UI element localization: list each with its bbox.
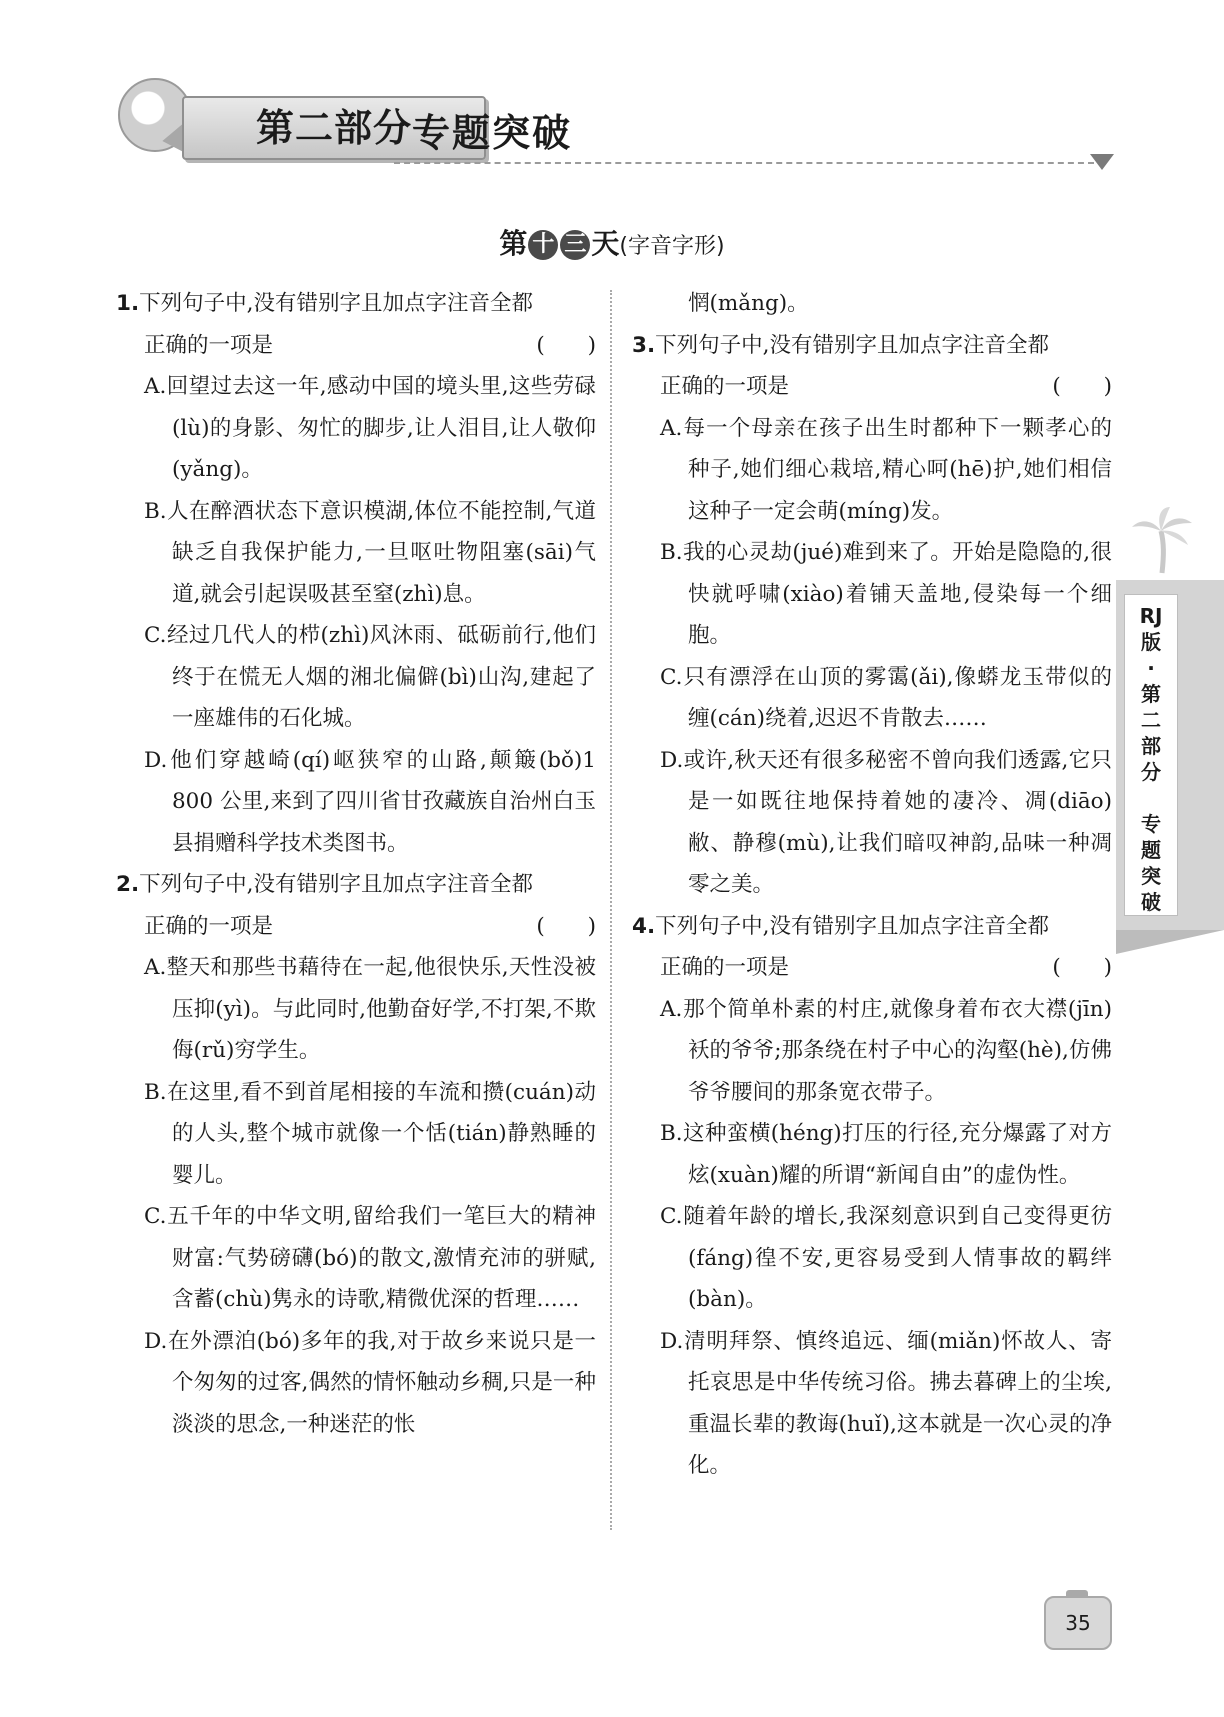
location-pin-icon xyxy=(118,78,192,152)
option-d xyxy=(116,1321,596,1446)
part-title: 第二部分 xyxy=(255,106,412,150)
option-text: 每一个母亲在孩子出生时都种下一颗孝心的种子,她们细心栽培,精心呵(hē)护,她们相信这种子一定会萌(míng)发。 xyxy=(682,415,1112,524)
option-c xyxy=(116,1196,596,1321)
left-column xyxy=(116,283,614,1445)
option-text: 五千年的中华文明,留给我们一笔巨大的精神财富:气势磅礴(bó)的散文,激情充沛的骈赋,含蓄(chù)隽永的诗歌,精微优深的哲理…… xyxy=(166,1204,596,1312)
option-label: D. xyxy=(660,747,684,773)
option-text: 这种蛮横(héng)打压的行径,充分爆露了对方炫(xuàn)耀的所谓“新闻自由”的虚伪性。 xyxy=(682,1121,1112,1188)
option-text: 我的心灵劫(jué)难到来了。开始是隐隐的,很快就呼啸(xiào)着铺天盖地,侵染每一个细胞。 xyxy=(682,540,1112,648)
question-stem-line2: 正确的一项是 xyxy=(144,913,274,939)
option-label: B. xyxy=(144,1079,167,1105)
option-label: A. xyxy=(144,374,167,399)
option-label: C. xyxy=(144,623,167,648)
option-label: A. xyxy=(660,996,683,1022)
question-stem-line1: 下列句子中,没有错别字且加点字注音全都 xyxy=(139,291,533,316)
page-number: 35 xyxy=(1044,1596,1112,1650)
question-number: 2. xyxy=(116,872,140,897)
option-label: C. xyxy=(660,664,683,690)
day-digit-three: 三 xyxy=(560,230,590,260)
option-text: 经过几代人的栉(zhì)风沐雨、砥砺前行,他们终于在慌无人烟的湘北偏僻(bì)山沟,建起了一座雄伟的石化城。 xyxy=(166,623,596,731)
option-text: 他们穿越崎(qí)岖狭窄的山路,颠簸(bǒ)1 800 公里,来到了四川省甘孜藏族自治州白玉县捐赠科学技术类图书。 xyxy=(167,747,596,856)
option-label: B. xyxy=(660,1121,683,1146)
day-title-suffix: 天 xyxy=(591,227,620,260)
day-title-prefix: 第 xyxy=(499,227,528,260)
side-tab-fold xyxy=(1116,930,1224,954)
palm-tree-icon xyxy=(1128,505,1198,575)
side-tab-label-box xyxy=(1124,594,1178,916)
option-a xyxy=(632,989,1112,1114)
right-column xyxy=(632,283,1130,1487)
answer-bracket: ( ) xyxy=(1052,374,1130,399)
triangle-down-icon xyxy=(1090,154,1114,170)
option-text: 整天和那些书藉待在一起,他很快乐,天性没被压抑(yì)。与此同时,他勤奋好学,不打架,不欺侮(rǔ)穷学生。 xyxy=(166,955,596,1063)
option-label: D. xyxy=(144,1328,168,1354)
option-b xyxy=(632,532,1112,657)
answer-bracket: ( ) xyxy=(536,332,614,358)
question-2 xyxy=(116,864,614,1445)
question-number: 1. xyxy=(116,291,140,316)
option-c xyxy=(632,657,1112,740)
question-stem-line2: 正确的一项是 xyxy=(660,955,790,980)
answer-bracket: ( ) xyxy=(1052,955,1130,980)
option-b xyxy=(632,1113,1112,1196)
question-3 xyxy=(632,325,1130,906)
option-d xyxy=(632,1321,1112,1487)
option-text: 回望过去这一年,感动中国的境头里,这些劳碌(lù)的身影、匆忙的脚步,让人泪目,让人敬仰(yǎng)。 xyxy=(166,374,596,482)
page-header xyxy=(110,74,1120,184)
day-digit-ten: 十 xyxy=(528,230,558,260)
option-label: A. xyxy=(660,415,683,441)
question-stem-line1: 下列句子中,没有错别字且加点字注音全都 xyxy=(655,913,1049,939)
option-c xyxy=(632,1196,1112,1321)
option-label: D. xyxy=(144,747,168,773)
question-1 xyxy=(116,283,614,864)
section-title: 专题突破 xyxy=(412,111,573,155)
answer-bracket: ( ) xyxy=(536,913,614,939)
option-a xyxy=(116,947,596,1072)
option-label: C. xyxy=(660,1204,683,1229)
option-text: 清明拜祭、慎终追远、缅(miǎn)怀故人、寄托哀思是中华传统习俗。拂去暮碑上的尘埃,重温长辈的教诲(huǐ),这本就是一次心灵的净化。 xyxy=(683,1328,1112,1478)
header-dashed-divider xyxy=(394,162,1094,164)
side-tab xyxy=(1116,580,1224,930)
option-label: A. xyxy=(144,955,167,980)
question-stem xyxy=(632,325,1130,408)
option-text: 人在醉酒状态下意识模湖,体位不能控制,气道缺乏自我保护能力,一旦呕吐物阻塞(sāi)气道,就会引起误吸甚至窒(zhì)息。 xyxy=(166,498,596,607)
option-d xyxy=(632,740,1112,906)
question-stem xyxy=(116,283,614,366)
option-text: 只有漂浮在山顶的雾霭(ǎi),像蟒龙玉带似的缠(cán)绕着,迟迟不肯散去…… xyxy=(682,664,1112,731)
question-stem-line2: 正确的一项是 xyxy=(144,332,274,358)
option-text: 或许,秋天还有很多秘密不曾向我们透露,它只是一如既往地保持着她的凄冷、凋(diāo)敝、静穆(mù),让我们暗叹神韵,品味一种凋零之美。 xyxy=(683,747,1112,897)
question-4 xyxy=(632,906,1130,1487)
question-stem xyxy=(632,906,1130,989)
option-d xyxy=(116,740,596,865)
option-label: B. xyxy=(660,540,683,565)
side-tab-text: RJ 版 · 第 二 部 分 专 题 突 破 xyxy=(1139,604,1163,914)
option-label: C. xyxy=(144,1204,167,1229)
option-text: 随着年龄的增长,我深刻意识到自己变得更彷(fáng)徨不安,更容易受到人情事故的羁绊(bàn)。 xyxy=(682,1204,1112,1312)
option-text: 在外漂泊(bó)多年的我,对于故乡来说只是一个匆匆的过客,偶然的情怀触动乡稠,只是一种淡淡的思念,一种迷茫的怅 xyxy=(167,1328,596,1437)
option-a xyxy=(116,366,596,491)
question-number: 4. xyxy=(632,913,656,939)
option-label: B. xyxy=(144,498,167,524)
question-stem-line1: 下列句子中,没有错别字且加点字注音全都 xyxy=(655,332,1049,358)
option-a xyxy=(632,408,1112,533)
question-stem-line2: 正确的一项是 xyxy=(660,374,790,399)
question-number: 3. xyxy=(632,332,656,358)
option-label: D. xyxy=(660,1328,684,1354)
day-title xyxy=(0,222,1224,262)
option-b xyxy=(116,1072,596,1197)
option-continuation: 惘(mǎng)。 xyxy=(688,291,809,316)
question-stem xyxy=(116,864,614,947)
option-text: 那个简单朴素的村庄,就像身着布衣大襟(jīn)袄的爷爷;那条绕在村子中心的沟壑(hè),仿佛爷爷腰间的那条宽衣带子。 xyxy=(682,996,1112,1105)
day-subtitle: (字音字形) xyxy=(619,234,725,259)
option-c xyxy=(116,615,596,740)
option-text: 在这里,看不到首尾相接的车流和攒(cuán)动的人头,整个城市就像一个恬(tián)静熟睡的婴儿。 xyxy=(166,1079,596,1188)
question-stem-line1: 下列句子中,没有错别字且加点字注音全都 xyxy=(139,872,533,897)
option-b xyxy=(116,491,596,616)
